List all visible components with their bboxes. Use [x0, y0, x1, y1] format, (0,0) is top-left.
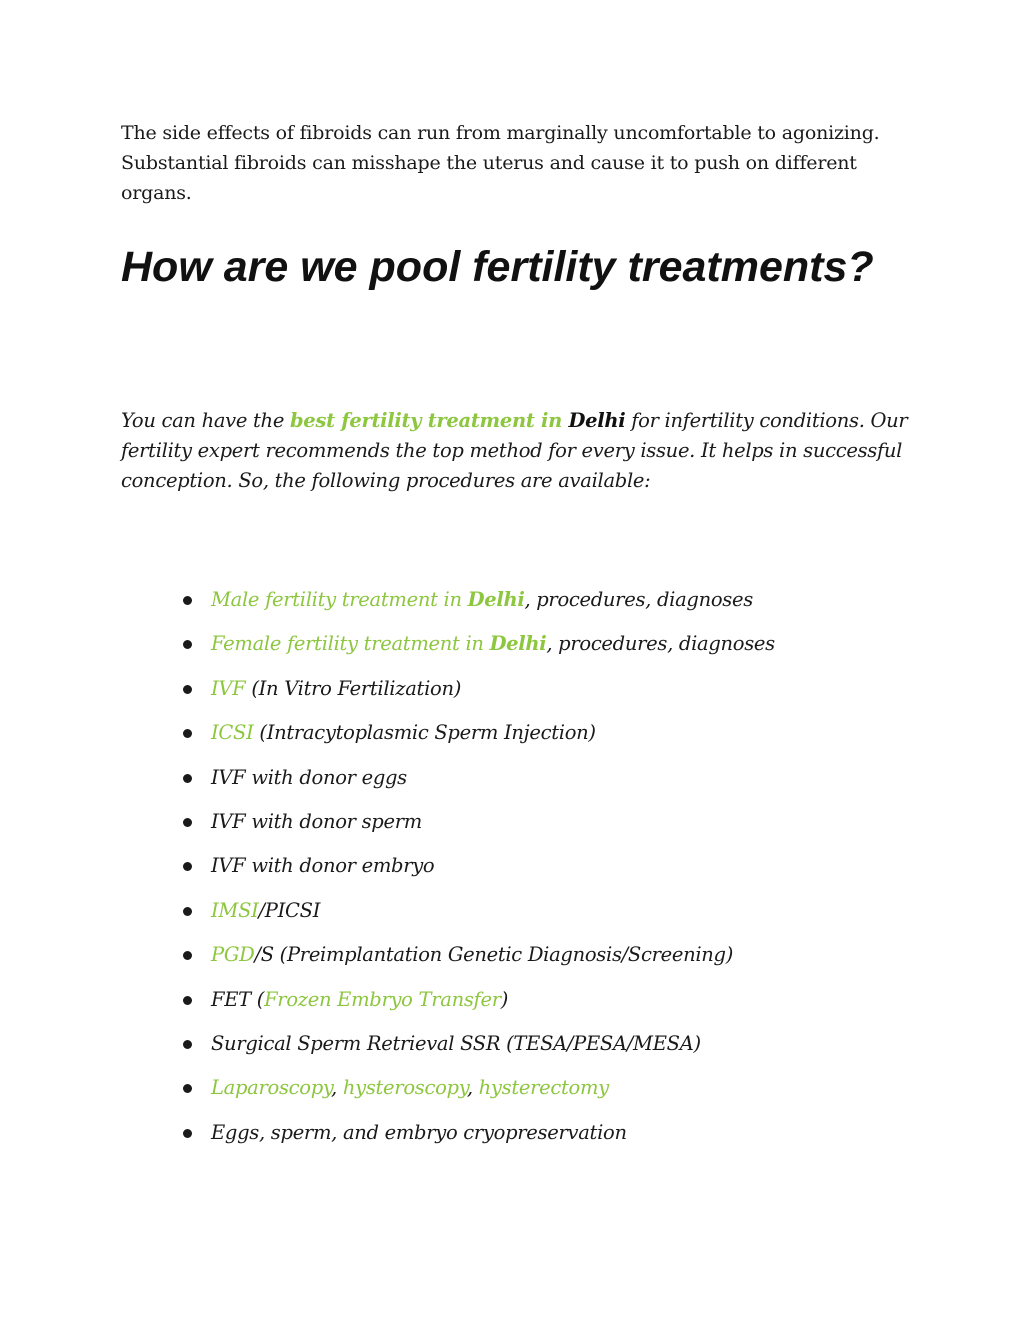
frozen-embryo-transfer-link[interactable]: Frozen Embryo Transfer — [264, 987, 501, 1011]
list-item-text: Eggs, sperm, and embryo cryopreservation — [211, 1120, 627, 1144]
bullet-icon — [183, 596, 192, 605]
list-item-text: ) — [500, 987, 509, 1011]
list-item — [183, 806, 883, 850]
male-fertility-city-link[interactable]: Delhi — [467, 588, 525, 611]
lead-city: Delhi — [568, 409, 626, 432]
bullet-icon — [183, 685, 192, 694]
bullet-icon — [183, 640, 192, 649]
bullet-icon — [183, 818, 192, 827]
list-item-text: , procedures, diagnoses — [524, 588, 753, 611]
list-item — [183, 628, 883, 672]
list-item-text: (In Vitro Fertilization) — [245, 676, 462, 700]
hysteroscopy-link[interactable]: hysteroscopy — [342, 1076, 467, 1100]
bullet-icon — [183, 1040, 192, 1049]
icsi-link[interactable]: ICSI — [211, 721, 254, 745]
list-item-text: , — [331, 1076, 343, 1100]
bullet-icon — [183, 862, 192, 871]
list-item — [183, 673, 883, 717]
list-item — [183, 1117, 883, 1161]
lead-suffix: for infertility conditions. Our fertility expert recommends the top method for every issue. It helps in successful conception. So, the following procedures are available: — [121, 409, 908, 492]
laparoscopy-link[interactable]: Laparoscopy — [211, 1076, 332, 1100]
lead-prefix: You can have the — [121, 409, 290, 432]
pgd-link[interactable]: PGD — [211, 943, 255, 967]
list-item-text: IVF with donor embryo — [211, 854, 435, 878]
procedures-list — [183, 584, 883, 1161]
bullet-icon — [183, 774, 192, 783]
list-item — [183, 717, 883, 761]
list-item — [183, 762, 883, 806]
list-item — [183, 1028, 883, 1072]
list-item — [183, 584, 883, 628]
bullet-icon — [183, 1129, 192, 1138]
bullet-icon — [183, 951, 192, 960]
list-item — [183, 895, 883, 939]
best-fertility-treatment-link[interactable]: best fertility treatment in — [289, 409, 569, 432]
list-item-text: FET ( — [211, 987, 265, 1011]
bullet-icon — [183, 729, 192, 738]
ivf-link[interactable]: IVF — [211, 676, 246, 700]
list-item — [183, 850, 883, 894]
bullet-icon — [183, 996, 192, 1005]
male-fertility-link[interactable]: Male fertility treatment in — [211, 588, 468, 611]
bullet-icon — [183, 907, 192, 916]
list-item-text: IVF with donor sperm — [211, 809, 422, 833]
list-item-text: /PICSI — [258, 898, 321, 922]
female-fertility-city-link[interactable]: Delhi — [489, 632, 547, 656]
hysterectomy-link[interactable]: hysterectomy — [478, 1076, 609, 1100]
list-item — [183, 939, 883, 983]
intro-paragraph: The side effects of fibroids can run from marginally uncomfortable to agonizing. Substantial fibroids can misshape the uterus and cause it to push on different organs. — [121, 122, 880, 204]
imsi-link[interactable]: IMSI — [211, 898, 259, 922]
list-item-text: , — [466, 1076, 479, 1100]
list-item-text: , procedures, diagnoses — [546, 632, 775, 656]
list-item-text: /S (Preimplantation Genetic Diagnosis/Screening) — [254, 943, 734, 967]
list-item-text: Surgical Sperm Retrieval SSR (TESA/PESA/MESA) — [211, 1031, 701, 1055]
list-item — [183, 1072, 883, 1116]
lead-paragraph — [121, 406, 921, 496]
list-item-text: IVF with donor eggs — [211, 765, 407, 789]
section-heading: How are we pool fertility treatments? — [121, 243, 874, 291]
female-fertility-link[interactable]: Female fertility treatment in — [211, 632, 490, 656]
list-item-text: (Intracytoplasmic Sperm Injection) — [253, 721, 596, 745]
list-item — [183, 984, 883, 1028]
bullet-icon — [183, 1084, 192, 1093]
